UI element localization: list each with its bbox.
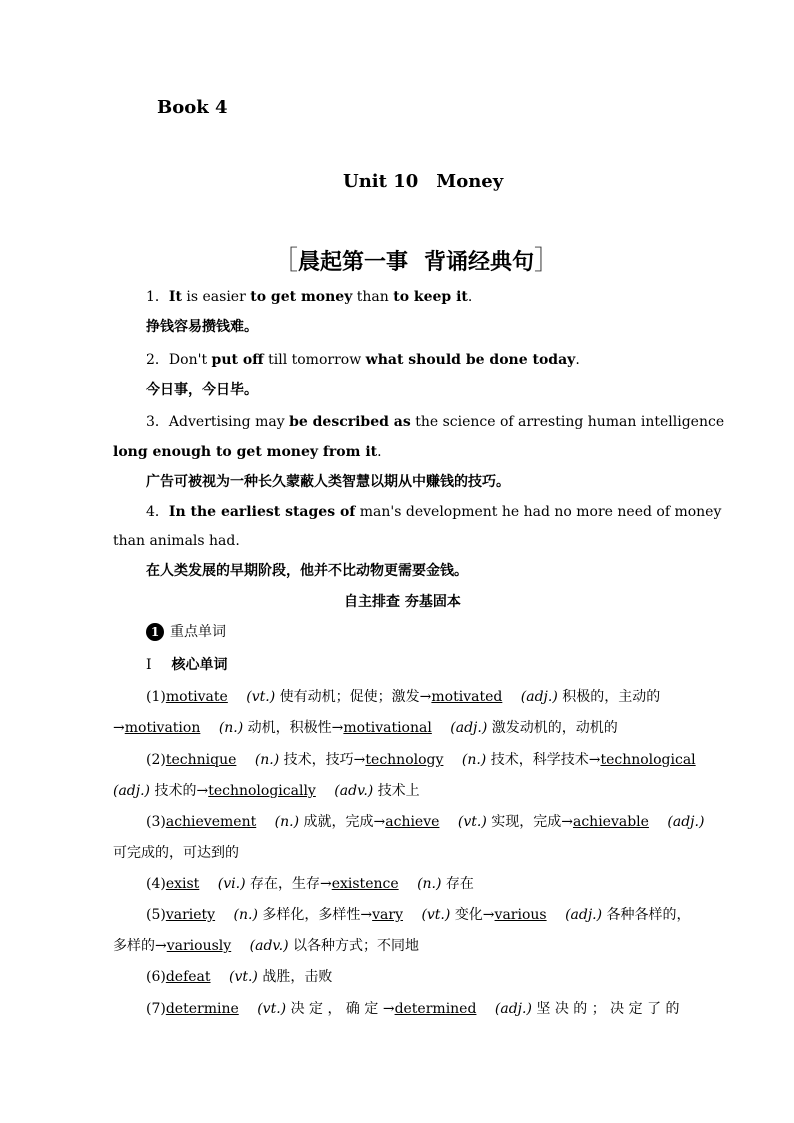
vocab-meaning: 积极的，主动的 bbox=[562, 689, 661, 705]
sentence-text: the science of arresting human intelligence bbox=[410, 414, 725, 430]
sentence-text: till tomorrow bbox=[263, 352, 366, 368]
vocab-answer: achievement bbox=[165, 814, 257, 830]
vocab-answer: technique bbox=[165, 752, 237, 768]
vocab-meaning: 各种各样的， bbox=[606, 907, 691, 923]
vocab-answer: achieve bbox=[385, 814, 440, 830]
part-of-speech: (n.) bbox=[417, 876, 442, 892]
part-of-speech: (adj.) bbox=[520, 689, 558, 705]
part-of-speech: (vt.) bbox=[257, 1001, 287, 1017]
vocab-meaning: 成就，完成→ bbox=[303, 814, 386, 830]
vocab-meaning: 变化→ bbox=[454, 907, 495, 923]
vocab-answer: vary bbox=[372, 907, 403, 923]
banner-left-bracket: ［ bbox=[272, 246, 299, 276]
vocab-answer: technology bbox=[365, 752, 444, 768]
sentence-text: be described as bbox=[289, 414, 411, 430]
part-of-speech: (vt.) bbox=[246, 689, 276, 705]
section-banner bbox=[272, 246, 560, 277]
part-of-speech: (adj.) bbox=[565, 907, 603, 923]
vocab-meaning: 存在 bbox=[445, 876, 474, 892]
part-of-speech: (vt.) bbox=[421, 907, 451, 923]
sentence-text: It bbox=[168, 289, 182, 305]
sentence-text: than bbox=[352, 289, 394, 305]
vocab-answer: technologically bbox=[208, 783, 316, 799]
sentence-text: . bbox=[377, 444, 382, 460]
sentence-1-translation: 挣钱容易攒钱难。 bbox=[146, 319, 258, 335]
vocab-meaning: 实现，完成→ bbox=[491, 814, 573, 830]
part-of-speech: (n.) bbox=[254, 752, 280, 768]
sentence-4-continued: than animals had. bbox=[113, 533, 240, 549]
vocab-meaning: 技术，科学技术→ bbox=[490, 752, 601, 768]
sentence-text: to keep it bbox=[393, 289, 468, 305]
banner-right-bracket: ］ bbox=[534, 246, 561, 276]
vocab-meaning: 使有动机；促使；激发→ bbox=[279, 689, 432, 705]
vocab-meaning: 以各种方式；不同地 bbox=[293, 938, 420, 954]
sentence-number: 1． bbox=[146, 289, 169, 305]
sentence-text: Don't bbox=[168, 352, 212, 368]
vocab-number: (6) bbox=[146, 969, 166, 985]
part-of-speech: (n.) bbox=[233, 907, 258, 923]
vocab-number: (7) bbox=[146, 1001, 166, 1017]
book-heading: Book 4 bbox=[157, 97, 228, 118]
part-of-speech: (adj.) bbox=[494, 1001, 532, 1017]
vocab-item-5 bbox=[146, 905, 691, 925]
vocab-meaning: 坚 决 的 ； 决 定 了 的 bbox=[536, 1001, 680, 1017]
part-of-speech: (adj.) bbox=[667, 814, 705, 830]
sentence-text: long enough to get money from it bbox=[113, 444, 378, 460]
vocab-answer: motivation bbox=[124, 720, 201, 736]
part-of-speech: (n.) bbox=[218, 720, 244, 736]
vocab-item-1 bbox=[146, 687, 660, 707]
sentence-number: 2． bbox=[146, 352, 169, 368]
part-of-speech: (adj.) bbox=[450, 720, 488, 736]
sentence-text: Advertising may bbox=[168, 414, 290, 430]
part-of-speech: (vt.) bbox=[457, 814, 487, 830]
part-of-speech: (n.) bbox=[461, 752, 487, 768]
sentence-text: to get money bbox=[250, 289, 353, 305]
sentence-4 bbox=[146, 502, 721, 522]
sentence-3-continued bbox=[113, 442, 382, 462]
sentence-3 bbox=[146, 412, 724, 432]
sentence-text: put off bbox=[211, 352, 264, 368]
part-of-speech: (vi.) bbox=[217, 876, 246, 892]
sentence-4-translation: 在人类发展的早期阶段，他并不比动物更需要金钱。 bbox=[146, 563, 468, 579]
sentence-1 bbox=[146, 287, 472, 307]
sentence-number: 4． bbox=[146, 504, 169, 520]
unit-title: Money bbox=[436, 171, 504, 192]
vocab-answer: variety bbox=[165, 907, 216, 923]
vocab-item-4 bbox=[146, 874, 474, 894]
part-of-speech: (adj.) bbox=[113, 783, 151, 799]
vocab-item-6 bbox=[146, 967, 332, 987]
vocab-answer: determined bbox=[394, 1001, 477, 1017]
vocab-answer: defeat bbox=[165, 969, 211, 985]
vocab-item-7 bbox=[146, 999, 680, 1019]
vocab-number: (3) bbox=[146, 814, 166, 830]
vocab-answer: motivational bbox=[343, 720, 432, 736]
vocab-number: (1) bbox=[146, 689, 166, 705]
vocab-meaning: 多样化，多样性→ bbox=[262, 907, 373, 923]
vocab-answer: motivate bbox=[165, 689, 228, 705]
vocab-number: (4) bbox=[146, 876, 166, 892]
unit-heading bbox=[343, 172, 503, 192]
key-words-label: 重点单词 bbox=[170, 624, 226, 640]
part-of-speech: (vt.) bbox=[228, 969, 258, 985]
vocab-answer: motivated bbox=[431, 689, 503, 705]
vocab-answer: exist bbox=[165, 876, 200, 892]
banner-text-b: 背诵经典句 bbox=[424, 249, 535, 275]
vocab-meaning: 激发动机的，动机的 bbox=[491, 720, 618, 736]
unit-number: Unit 10 bbox=[343, 171, 419, 192]
vocab-item-3 bbox=[146, 812, 704, 832]
vocab-item-5-continued bbox=[113, 936, 419, 956]
vocab-number: (5) bbox=[146, 907, 166, 923]
vocab-meaning: 多样的→ bbox=[113, 938, 167, 954]
sentence-2 bbox=[146, 350, 580, 370]
vocab-meaning: 动机，积极性→ bbox=[247, 720, 344, 736]
vocab-answer: achievable bbox=[572, 814, 649, 830]
part-of-speech: (adv.) bbox=[249, 938, 289, 954]
vocab-meaning: 技术上 bbox=[377, 783, 420, 799]
vocab-meaning: 存在，生存→ bbox=[249, 876, 332, 892]
vocab-item-2-continued bbox=[113, 781, 420, 801]
vocab-meaning: 技术的→ bbox=[154, 783, 209, 799]
core-words-heading bbox=[146, 655, 228, 675]
sentence-text: . bbox=[467, 289, 473, 305]
vocab-meaning: 决 定 ， 确 定 → bbox=[290, 1001, 395, 1017]
vocab-answer: technological bbox=[600, 752, 696, 768]
core-words-label: 核心单词 bbox=[171, 657, 228, 673]
vocab-answer: determine bbox=[165, 1001, 239, 1017]
vocab-number: (2) bbox=[146, 752, 166, 768]
sentence-number: 3． bbox=[146, 414, 169, 430]
section-title: 自主排查 夯基固本 bbox=[344, 594, 461, 610]
vocab-answer: existence bbox=[331, 876, 399, 892]
sentence-text: In the earliest stages of bbox=[168, 504, 356, 520]
sentence-text: . bbox=[575, 352, 580, 368]
part-of-speech: (n.) bbox=[274, 814, 300, 830]
arrow: → bbox=[113, 720, 125, 736]
vocab-item-3-continued: 可完成的，可达到的 bbox=[113, 845, 239, 861]
sentence-2-translation: 今日事，今日毕。 bbox=[146, 382, 258, 398]
banner-text-a: 晨起第一事 bbox=[298, 249, 409, 275]
part-of-speech: (adv.) bbox=[334, 783, 374, 799]
vocab-item-2 bbox=[146, 750, 710, 770]
vocab-meaning: 战胜，击败 bbox=[262, 969, 333, 985]
vocab-answer: various bbox=[494, 907, 547, 923]
vocab-answer: variously bbox=[166, 938, 232, 954]
sentence-text: what should be done today bbox=[365, 352, 576, 368]
key-words-heading bbox=[146, 622, 226, 642]
sentence-3-translation: 广告可被视为一种长久蒙蔽人类智慧以期从中赚钱的技巧。 bbox=[146, 474, 510, 490]
vocab-meaning: 技术，技巧→ bbox=[283, 752, 366, 768]
sentence-text: man's development he had no more need of money bbox=[355, 504, 722, 520]
sentence-text: is easier bbox=[181, 289, 251, 305]
vocab-item-1-continued bbox=[113, 718, 618, 738]
roman-numeral: Ⅰ bbox=[146, 657, 152, 673]
number-1-icon: 1 bbox=[146, 623, 164, 641]
